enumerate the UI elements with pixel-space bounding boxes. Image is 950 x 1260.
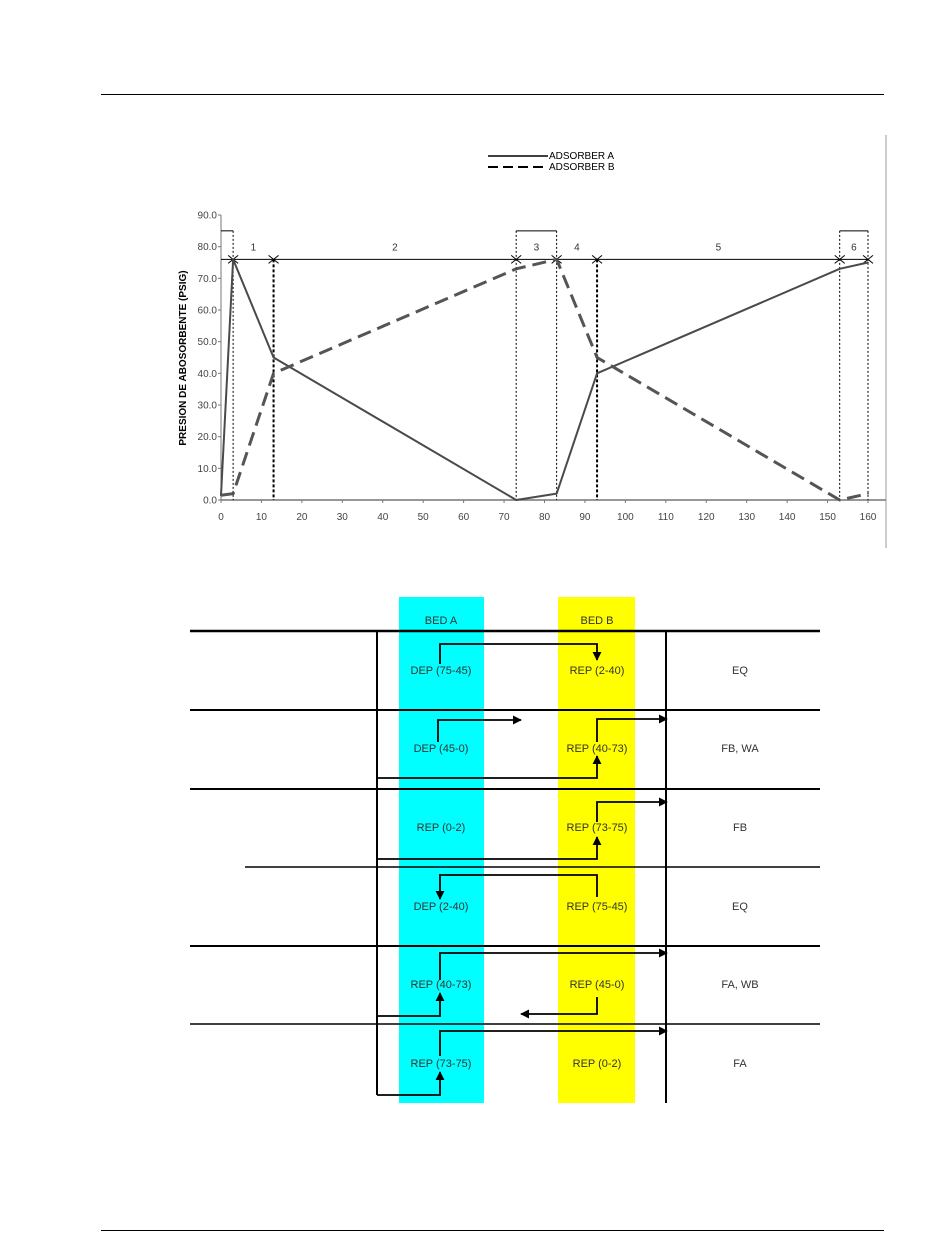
row-1-result: EQ bbox=[732, 665, 748, 677]
series-point bbox=[273, 373, 275, 375]
row-5-bed-a-step: REP (40-73) bbox=[410, 979, 472, 991]
y-axis bbox=[198, 211, 221, 507]
step-label: 1 bbox=[250, 242, 257, 254]
series-point bbox=[273, 357, 275, 359]
x-tick-label: 70 bbox=[498, 512, 510, 523]
y-tick-label: 90.0 bbox=[197, 210, 217, 222]
row-6-bed-b-step: REP (0-2) bbox=[572, 1058, 622, 1070]
bed-diagram bbox=[190, 597, 820, 1103]
row-1-bed-b-step: REP (2-40) bbox=[569, 665, 625, 677]
x-tick-label: 90 bbox=[579, 512, 591, 523]
series-point bbox=[515, 268, 517, 270]
series-point bbox=[556, 493, 558, 495]
y-tick-label: 30.0 bbox=[197, 400, 217, 412]
x-tick-label: 130 bbox=[738, 512, 756, 523]
x-tick-label: 30 bbox=[336, 512, 348, 523]
series-point bbox=[220, 494, 222, 496]
series-point bbox=[867, 493, 869, 495]
row-4-result: EQ bbox=[732, 901, 748, 913]
series-point bbox=[596, 373, 598, 375]
series-layer bbox=[220, 259, 869, 501]
series-point bbox=[556, 259, 558, 261]
row-2-bed-b-step: REP (40-73) bbox=[566, 743, 628, 755]
step-label: 2 bbox=[392, 242, 398, 254]
series-line-adsorber-b bbox=[221, 259, 868, 500]
series-point bbox=[232, 493, 234, 495]
row-3-result: FB bbox=[732, 822, 748, 834]
y-tick-label: 70.0 bbox=[197, 273, 217, 285]
row-4-bed-a-step: DEP (2-40) bbox=[413, 901, 469, 913]
step-boundaries bbox=[221, 231, 873, 500]
y-tick-label: 10.0 bbox=[197, 463, 217, 475]
series-point bbox=[232, 259, 234, 261]
row-4-bed-b-step: REP (75-45) bbox=[566, 901, 628, 913]
x-axis bbox=[218, 500, 886, 523]
row-1-bed-a-step: DEP (75-45) bbox=[410, 665, 472, 677]
x-tick-label: 0 bbox=[218, 512, 224, 523]
x-tick-label: 140 bbox=[778, 512, 796, 523]
x-tick-label: 100 bbox=[617, 512, 634, 523]
x-tick-label: 150 bbox=[819, 512, 836, 523]
y-tick-label: 60.0 bbox=[197, 305, 217, 317]
step-label: 6 bbox=[851, 242, 857, 254]
series-point bbox=[839, 499, 841, 501]
y-tick-label: 20.0 bbox=[197, 432, 217, 444]
x-tick-label: 40 bbox=[377, 512, 389, 523]
legend-label-a: ADSORBER A bbox=[549, 151, 615, 162]
x-tick-label: 80 bbox=[538, 512, 551, 523]
row-5-result: FA, WB bbox=[721, 979, 759, 991]
bed-a-title: BED A bbox=[424, 615, 458, 627]
x-tick-label: 120 bbox=[697, 512, 715, 523]
x-tick-label: 160 bbox=[859, 512, 877, 523]
bed-b-title: BED B bbox=[580, 615, 614, 627]
row-5-bed-b-step: REP (45-0) bbox=[569, 979, 625, 991]
x-tick-label: 110 bbox=[657, 512, 674, 523]
row-6-result: FA bbox=[733, 1058, 747, 1070]
series-line-adsorber-a bbox=[221, 259, 868, 500]
x-tick-label: 20 bbox=[296, 512, 308, 523]
series-point bbox=[839, 268, 841, 270]
row-3-bed-b-step: REP (73-75) bbox=[566, 822, 628, 834]
row-2-result: FB, WA bbox=[721, 743, 759, 755]
y-tick-label: 40.0 bbox=[197, 368, 217, 380]
series-point bbox=[515, 499, 517, 501]
y-tick-label: 0.0 bbox=[203, 495, 217, 507]
step-label: 4 bbox=[574, 242, 580, 254]
series-point bbox=[867, 262, 869, 264]
row-3-bed-a-step: REP (0-2) bbox=[416, 822, 466, 834]
legend-label-b: ADSORBER B bbox=[549, 162, 615, 173]
row-separators bbox=[190, 631, 820, 1024]
y-tick-label: 80.0 bbox=[197, 242, 217, 254]
x-tick-label: 50 bbox=[417, 512, 429, 523]
y-axis-label: PRESION DE ABOSORBENTE (PSIG) bbox=[178, 270, 189, 446]
pressure-chart bbox=[178, 135, 886, 548]
x-tick-label: 60 bbox=[458, 512, 470, 523]
step-label: 5 bbox=[715, 242, 722, 254]
x-tick-label: 10 bbox=[255, 512, 267, 523]
step-label: 3 bbox=[533, 242, 540, 254]
row-2-bed-a-step: DEP (45-0) bbox=[413, 743, 469, 755]
y-tick-label: 50.0 bbox=[197, 337, 217, 349]
row-6-bed-a-step: REP (73-75) bbox=[410, 1058, 472, 1070]
series-point bbox=[596, 357, 598, 359]
legend bbox=[488, 151, 615, 173]
